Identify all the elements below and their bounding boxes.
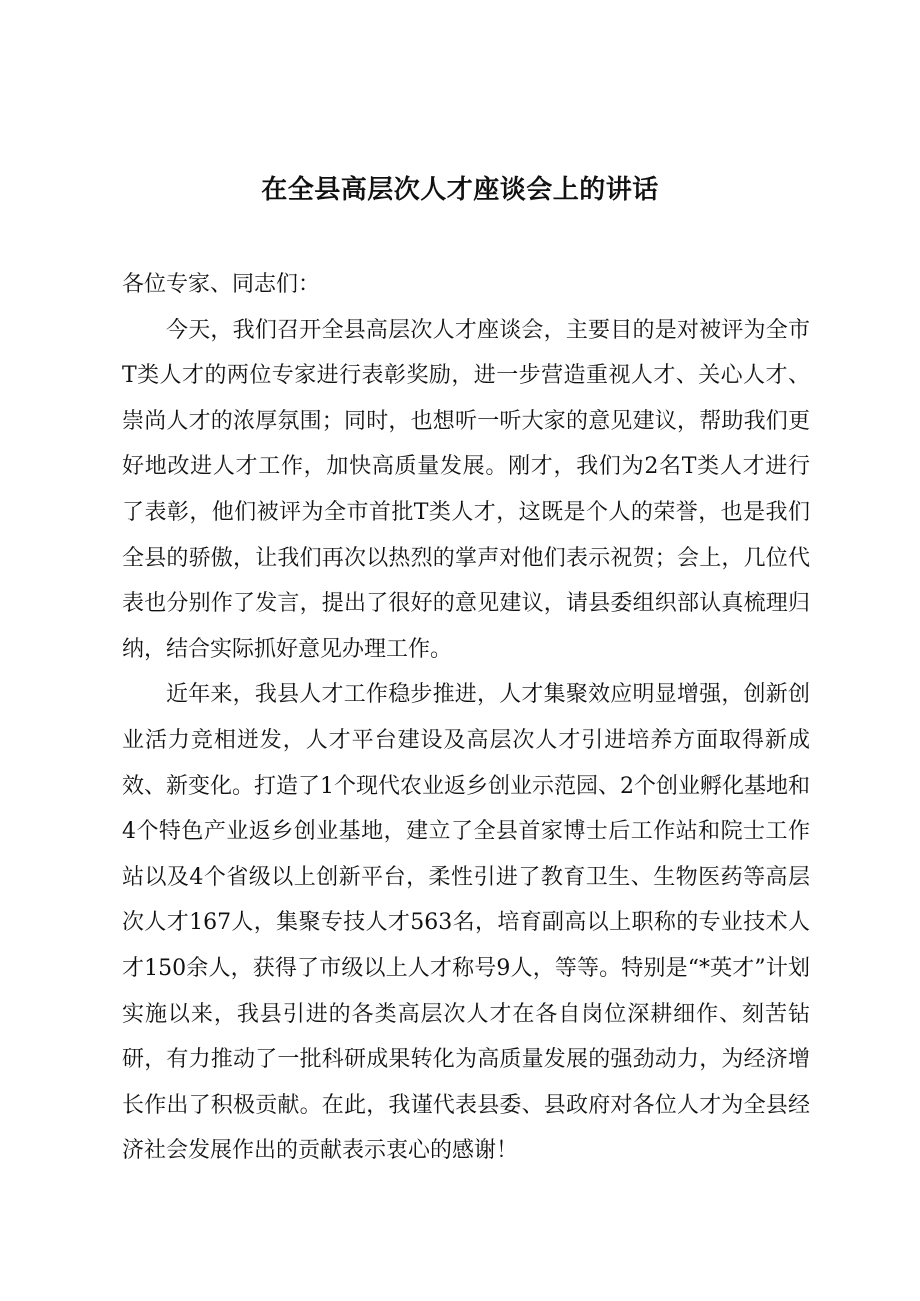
- document-title: 在全县高层次人才座谈会上的讲话: [261, 175, 659, 205]
- paragraph-2: 近年来，我县人才工作稳步推进，人才集聚效应明显增强，创新创业活力竞相迸发，人才平台建设及高层次人才引进培养方面取得新成效、新变化。打造了1个现代农业返乡创业示范园、2个创业孵化基地和4个特色产业返乡创业基地，建立了全县首家博士后工作站和院士工作站以及4个省级以上创新平台，柔性引进了教育卫生、生物医药等高层次人才167人，集聚专技人才563名，培育副高以上职称的专业技术人才150余人，获得了市级以上人才称号9人，等等。特别是“*英才”计划实施以来，我县引进的各类高层次人才在各自岗位深耕细作、刻苦钻研，有力推动了一批科研成果转化为高质量发展的强劲动力，为经济增长作出了积极贡献。在此，我谨代表县委、县政府对各位人才为全县经济社会发展作出的贡献表示衷心的感谢！: [122, 682, 810, 1164]
- salutation: 各位专家、同志们：: [122, 272, 321, 297]
- document-body: [122, 262, 810, 1174]
- paragraph-1: 今天，我们召开全县高层次人才座谈会，主要目的是对被评为全市T类人才的两位专家进行表彰奖励，进一步营造重视人才、关心人才、崇尚人才的浓厚氛围；同时，也想听一听大家的意见建议，帮助我们更好地改进人才工作，加快高质量发展。刚才，我们为2名T类人才进行了表彰，他们被评为全市首批T类人才，这既是个人的荣誉，也是我们全县的骄傲，让我们再次以热烈的掌声对他们表示祝贺；会上，几位代表也分别作了发言，提出了很好的意见建议，请县委组织部认真梳理归纳，结合实际抓好意见办理工作。: [122, 317, 810, 662]
